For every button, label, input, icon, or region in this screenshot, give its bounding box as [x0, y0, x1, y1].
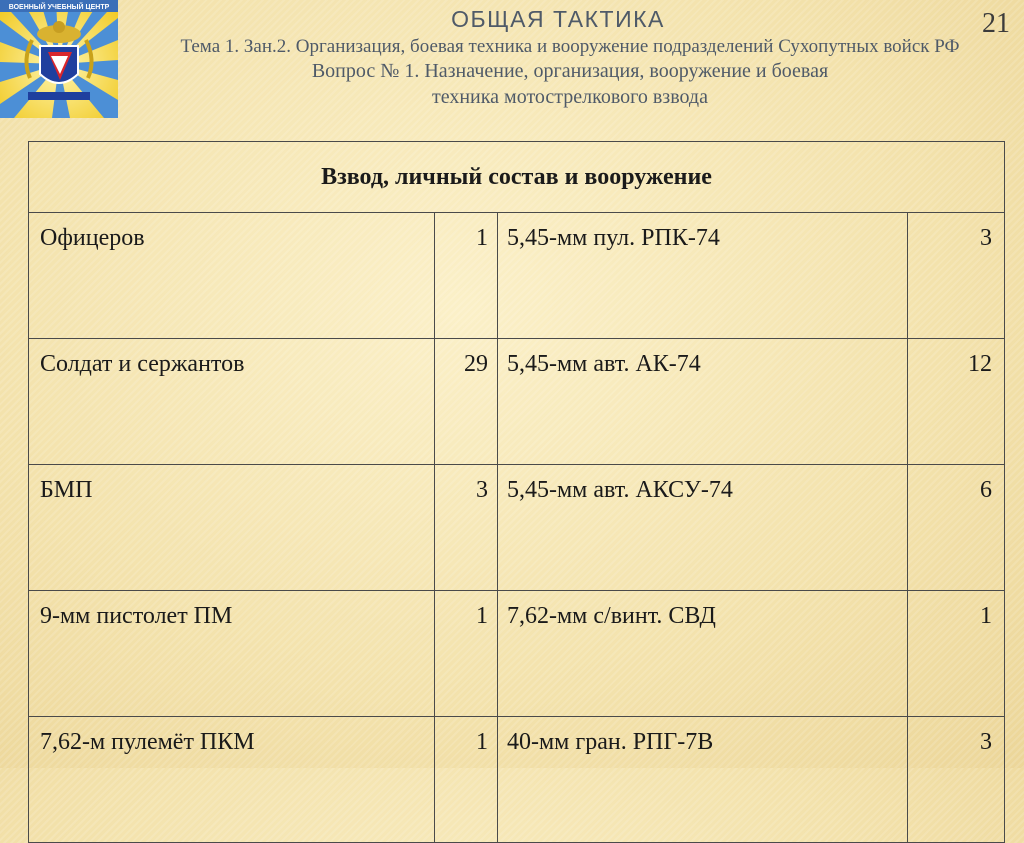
page-title: ОБЩАЯ ТАКТИКА	[451, 6, 665, 32]
subtitle-topic: Тема 1. Зан.2. Организация, боевая техника и вооружение подразделений Сухопутных войск РФ	[180, 36, 960, 57]
weapon-count-cell: 1	[908, 591, 1005, 717]
personnel-name-cell: Солдат и сержантов	[29, 339, 435, 465]
weapon-count-cell: 6	[908, 465, 1005, 591]
logo-text: ВОЕННЫЙ УЧЕБНЫЙ ЦЕНТР	[8, 4, 110, 11]
table-title: Взвод, личный состав и вооружение	[29, 142, 1005, 213]
personnel-count-cell: 1	[435, 213, 498, 339]
table-row	[29, 213, 1005, 339]
table-row	[29, 717, 1005, 843]
subtitle-question-cont: техника мотострелкового взвода	[432, 86, 708, 108]
military-emblem-icon	[0, 0, 118, 118]
table-row	[29, 465, 1005, 591]
personnel-count-cell: 3	[435, 465, 498, 591]
personnel-count-cell: 29	[435, 339, 498, 465]
table-header-row	[29, 142, 1005, 213]
military-emblem-logo	[0, 0, 118, 118]
platoon-table	[28, 141, 1005, 843]
weapon-count-cell: 12	[908, 339, 1005, 465]
table-row	[29, 339, 1005, 465]
weapon-name-cell: 5,45-мм авт. АКСУ-74	[498, 465, 908, 591]
weapon-count-cell: 3	[908, 717, 1005, 843]
weapon-count-cell: 3	[908, 213, 1005, 339]
personnel-count-cell: 1	[435, 717, 498, 843]
table-row	[29, 591, 1005, 717]
weapon-name-cell: 5,45-мм авт. АК-74	[498, 339, 908, 465]
weapon-name-cell: 5,45-мм пул. РПК-74	[498, 213, 908, 339]
subtitle-question: Вопрос № 1. Назначение, организация, вооружение и боевая	[311, 60, 829, 82]
personnel-name-cell: Офицеров	[29, 213, 435, 339]
weapon-name-cell: 40-мм гран. РПГ-7В	[498, 717, 908, 843]
personnel-count-cell: 1	[435, 591, 498, 717]
weapon-name-cell: 7,62-мм с/винт. СВД	[498, 591, 908, 717]
personnel-name-cell: 7,62-м пулемёт ПКМ	[29, 717, 435, 843]
personnel-name-cell: 9-мм пистолет ПМ	[29, 591, 435, 717]
slide-number: 21	[982, 8, 1010, 39]
personnel-name-cell: БМП	[29, 465, 435, 591]
